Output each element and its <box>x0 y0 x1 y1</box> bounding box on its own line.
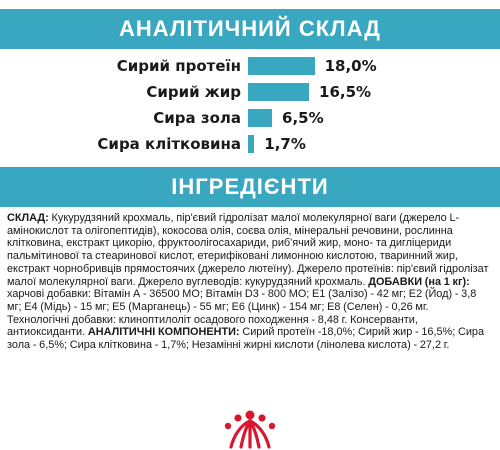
analysis-row <box>0 56 500 76</box>
analysis-bar <box>248 57 315 75</box>
analysis-value: 1,7% <box>264 135 306 153</box>
additives-label: ДОБАВКИ (на 1 кг): <box>368 275 470 288</box>
analysis-value: 6,5% <box>282 109 324 127</box>
analysis-label: Сира клітковина <box>97 135 241 153</box>
analysis-bar <box>248 135 254 153</box>
analysis-bar <box>248 109 272 127</box>
analysis-title: АНАЛІТИЧНИЙ СКЛАД <box>119 16 381 41</box>
additives-text: харчові добавки: Вітамін А - 36500 МО; Вітамін D3 - 800 МО; E1 (Залізо) - 42 мг; E2 (Йод) - 3,8 мг; E4 (Мідь) - 15 мг; E5 (Марганець) - 55 мг; E6 (Цинк) - 154 мг; E8 (Селен) - 0,26 мг. Технологічні добавки: клиноптилоліт осадового походження - 8,48 г. Консерванти, антиоксиданти. <box>7 288 477 339</box>
royal-canin-logo <box>0 395 500 450</box>
analysis-row <box>0 108 500 128</box>
analysis-row <box>0 82 500 102</box>
analytical-text: Сирий протеїн -18,0%; Сирий жир - 16,5%; Сира зола - 6,5%; Сира клітковина - 1,7%; Незамінні жирні кислоти (лінолева кислота) - 27,2 г. <box>7 326 485 352</box>
analysis-label: Сира зола <box>153 109 241 127</box>
analysis-label: Сирий протеїн <box>116 57 241 75</box>
analysis-label: Сирий жир <box>146 83 241 101</box>
composition-label: СКЛАД: <box>7 212 49 224</box>
analysis-bar <box>248 83 309 101</box>
composition-text: Кукурудзяний крохмаль, пір'євий гідролізат малої молекулярної ваги (джерело L-амінокислот та олігопептидів), кокосова олія, соєва олія, мінеральні речовини, рослинна клітковина, екстракт цикорію, фруктоолігосахариди, риб'ячий жир, моно- та дигліцериди пальмітинової та стеаринової кислот, етерифіковані лимонною кислотою, тваринний жир, екстракт чорнобривців прямостоячих (джерело лютеїну). Джерело протеїнів: пір'євий гідролізат малої молекулярної ваги. Джерело вуглеводів: кукурудзяний крохмаль. <box>7 212 489 288</box>
analysis-value: 16,5% <box>319 83 372 101</box>
ingredients-header <box>0 167 500 207</box>
ingredients-title: ІНГРЕДІЄНТИ <box>171 174 329 199</box>
analytical-label: АНАЛІТИЧНІ КОМПОНЕНТИ: <box>87 326 240 339</box>
crown-icon <box>210 395 290 450</box>
analysis-value: 18,0% <box>324 57 377 75</box>
ingredients-text <box>7 212 493 352</box>
analysis-row <box>0 134 500 154</box>
analysis-header <box>0 9 500 49</box>
